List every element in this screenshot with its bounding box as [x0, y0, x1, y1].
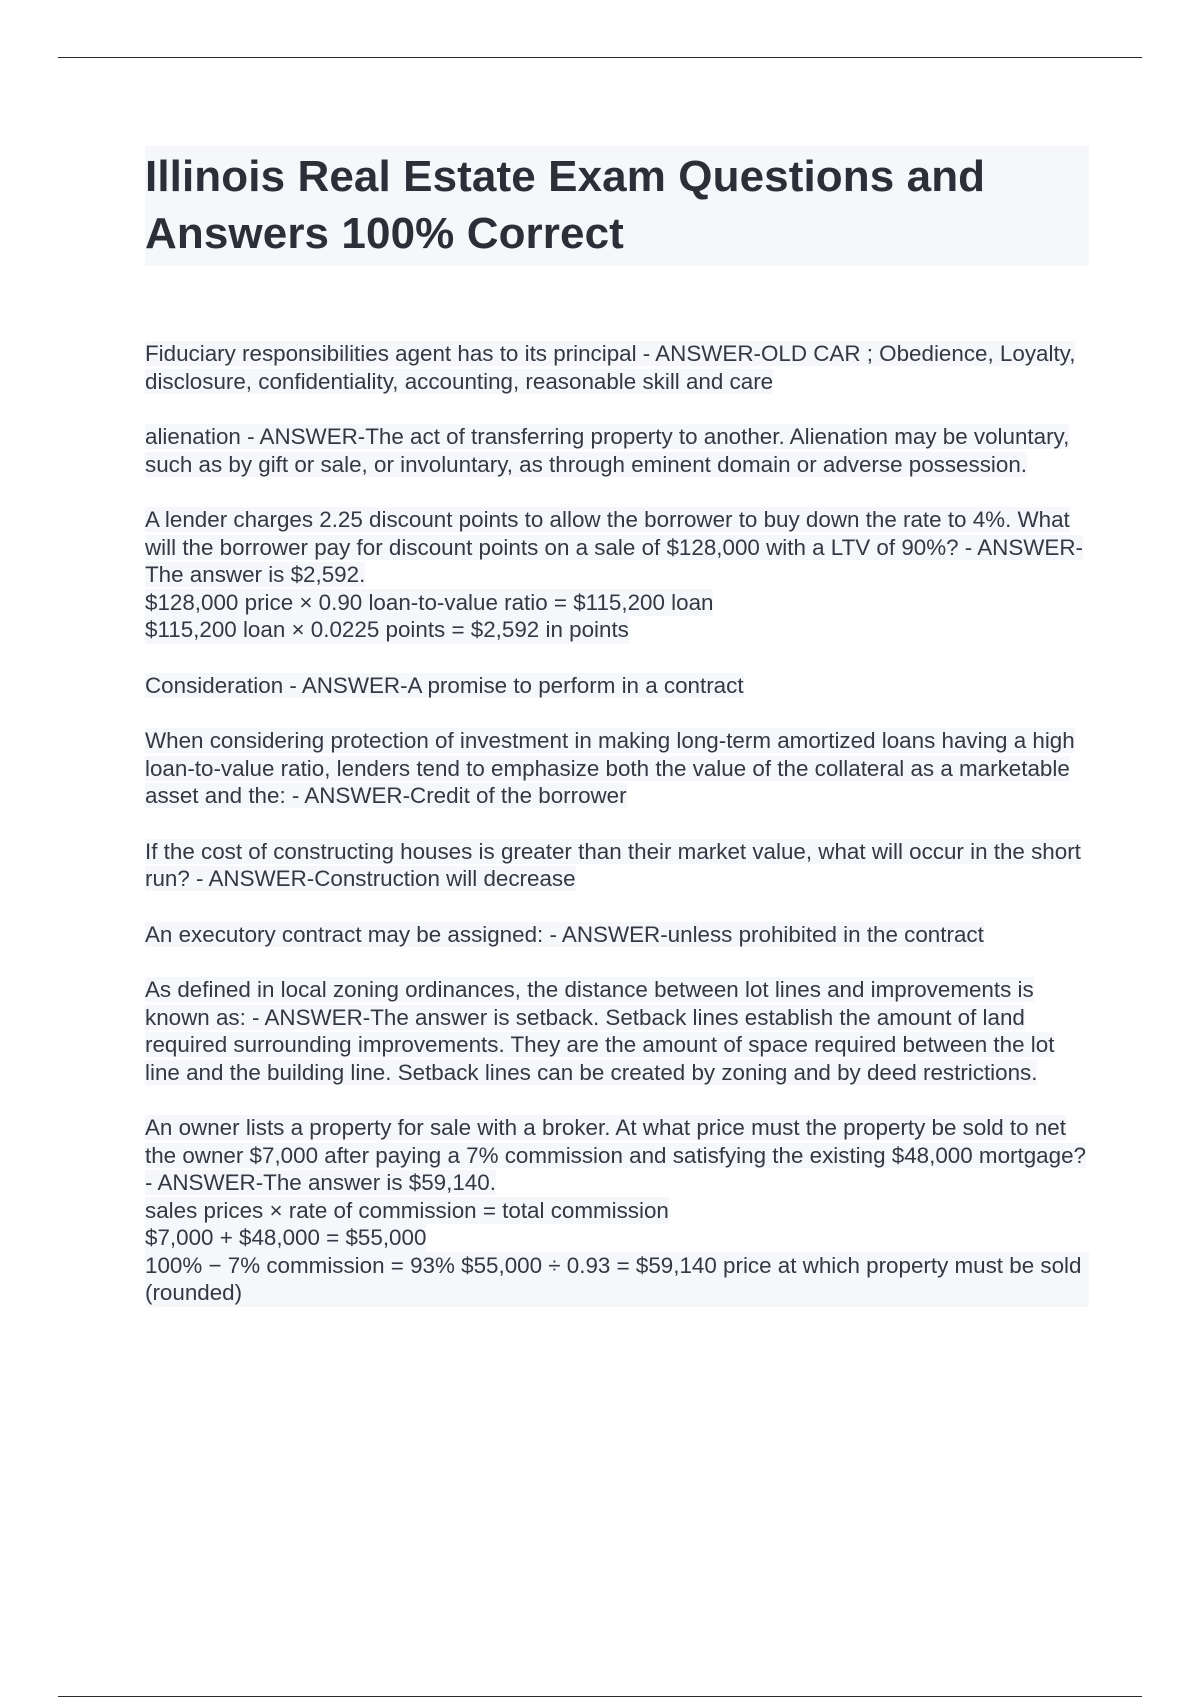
qa-calculation-line: 100% − 7% commission = 93% $55,000 ÷ 0.93 = $59,140 price at which property must be sold (rounded): [145, 1252, 1089, 1307]
qa-entry: [145, 838, 1089, 893]
qa-list: [145, 340, 1089, 1335]
qa-calculation-line: $115,200 loan × 0.0225 points = $2,592 in points: [145, 617, 629, 642]
qa-calculation-line: $7,000 + $48,000 = $55,000: [145, 1225, 427, 1250]
qa-calculation-line: sales prices × rate of commission = total commission: [145, 1197, 669, 1223]
qa-entry: [145, 921, 1089, 949]
bottom-rule: [58, 1696, 1142, 1697]
title-block: [145, 146, 1089, 266]
qa-entry: [145, 1114, 1089, 1307]
top-rule: [58, 57, 1142, 58]
qa-calculation-line: $128,000 price × 0.90 loan-to-value ratio = $115,200 loan: [145, 589, 714, 615]
qa-text: alienation - ANSWER-The act of transferring property to another. Alienation may be voluntary, such as by gift or sale, or involuntary, as through eminent domain or adverse possession.: [145, 424, 1070, 477]
qa-text: A lender charges 2.25 discount points to allow the borrower to buy down the rate to 4%. What will the borrower pay for discount points on a sale of $128,000 with a LTV of 90%? - ANSWER-The answer is $2,592.: [145, 507, 1083, 587]
qa-text: As defined in local zoning ordinances, the distance between lot lines and improvements is known as: - ANSWER-The answer is setback. Setback lines establish the amount of land required surrounding improvements. They are the amount of space required between the lot line and the building line. Setback lines can be created by zoning and by deed restrictions.: [145, 977, 1055, 1085]
qa-entry: [145, 672, 1089, 700]
document-title: Illinois Real Estate Exam Questions and Answers 100% Correct: [145, 152, 986, 258]
qa-text: An executory contract may be assigned: - ANSWER-unless prohibited in the contract: [145, 921, 984, 947]
qa-entry: [145, 340, 1089, 395]
qa-text: An owner lists a property for sale with a broker. At what price must the property be sold to net the owner $7,000 after paying a 7% commission and satisfying the existing $48,000 mortgage? - ANSWER-The answer is $59,140.: [145, 1115, 1086, 1195]
qa-entry: [145, 423, 1089, 478]
qa-entry: [145, 727, 1089, 810]
qa-text: Fiduciary responsibilities agent has to its principal - ANSWER-OLD CAR ; Obedience, Loyalty, disclosure, confidentiality, accounting, reasonable skill and care: [145, 341, 1076, 394]
qa-text: If the cost of constructing houses is greater than their market value, what will occur in the short run? - ANSWER-Construction will decrease: [145, 838, 1081, 891]
qa-text: When considering protection of investment in making long-term amortized loans having a high loan-to-value ratio, lenders tend to emphasize both the value of the collateral as a marketable asset and the: - ANSWER-Credit of the borrower: [145, 728, 1075, 808]
qa-entry: [145, 506, 1089, 644]
qa-entry: [145, 976, 1089, 1086]
qa-text: Consideration - ANSWER-A promise to perform in a contract: [145, 672, 744, 698]
